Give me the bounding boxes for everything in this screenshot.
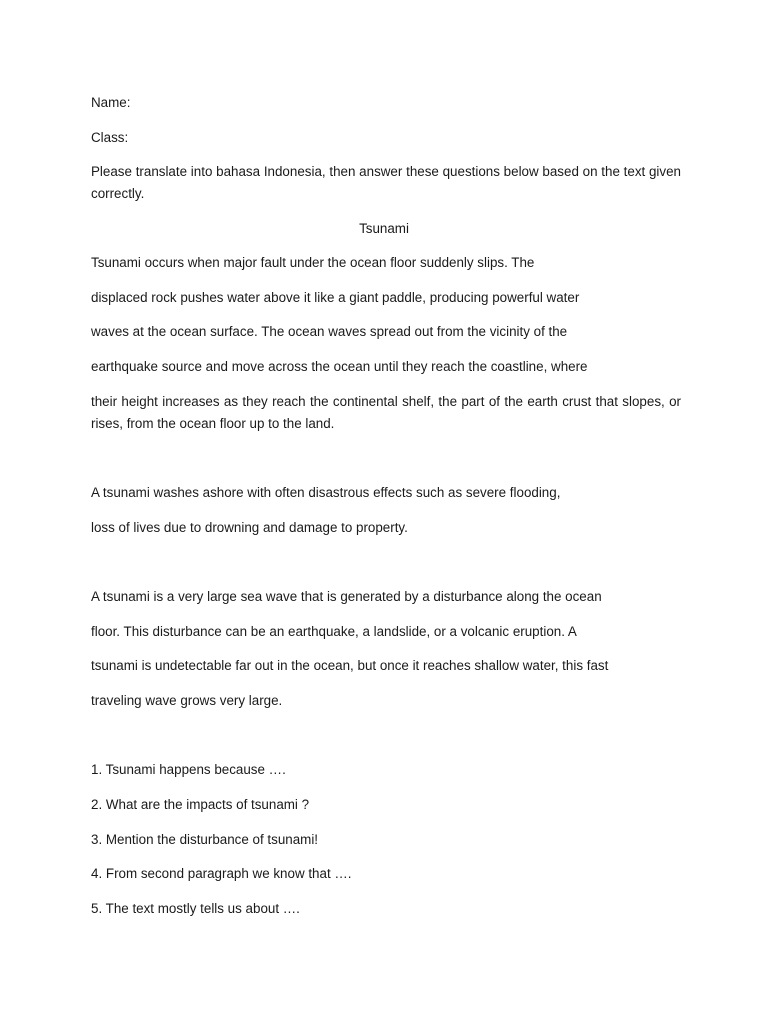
paragraph-3-line: floor. This disturbance can be an earthquake, a landslide, or a volcanic eruption. A [91,624,577,639]
name-label: Name: [91,95,131,110]
question-item: 4. From second paragraph we know that …. [91,866,352,881]
paragraph-1-line: waves at the ocean surface. The ocean waves spread out from the vicinity of the [91,324,568,339]
paragraph-3-line: tsunami is undetectable far out in the ocean, but once it reaches shallow water, this fast [91,658,609,673]
instruction-text: Please translate into bahasa Indonesia, then answer these questions below based on the text given correctly. [91,164,681,201]
paragraph-1-line: earthquake source and move across the ocean until they reach the coastline, where [91,359,588,374]
question-item: 2. What are the impacts of tsunami ? [91,797,310,812]
class-label: Class: [91,130,129,145]
document-title: Tsunami [359,221,409,236]
paragraph-3-line: A tsunami is a very large sea wave that is generated by a disturbance along the ocean [91,589,602,604]
question-item: 5. The text mostly tells us about …. [91,901,300,916]
paragraph-2-line: loss of lives due to drowning and damage to property. [91,520,408,535]
paragraph-1-line: displaced rock pushes water above it like a giant paddle, producing powerful water [91,290,580,305]
paragraph-1-line: their height increases as they reach the continental shelf, the part of the earth crust that slopes, or rises, from the ocean floor up to the land. [91,394,681,431]
paragraph-2-line: A tsunami washes ashore with often disastrous effects such as severe flooding, [91,485,561,500]
paragraph-1-line: Tsunami occurs when major fault under the ocean floor suddenly slips. The [91,255,535,270]
question-item: 3. Mention the disturbance of tsunami! [91,832,319,847]
paragraph-3-line: traveling wave grows very large. [91,693,283,708]
question-item: 1. Tsunami happens because …. [91,762,286,777]
